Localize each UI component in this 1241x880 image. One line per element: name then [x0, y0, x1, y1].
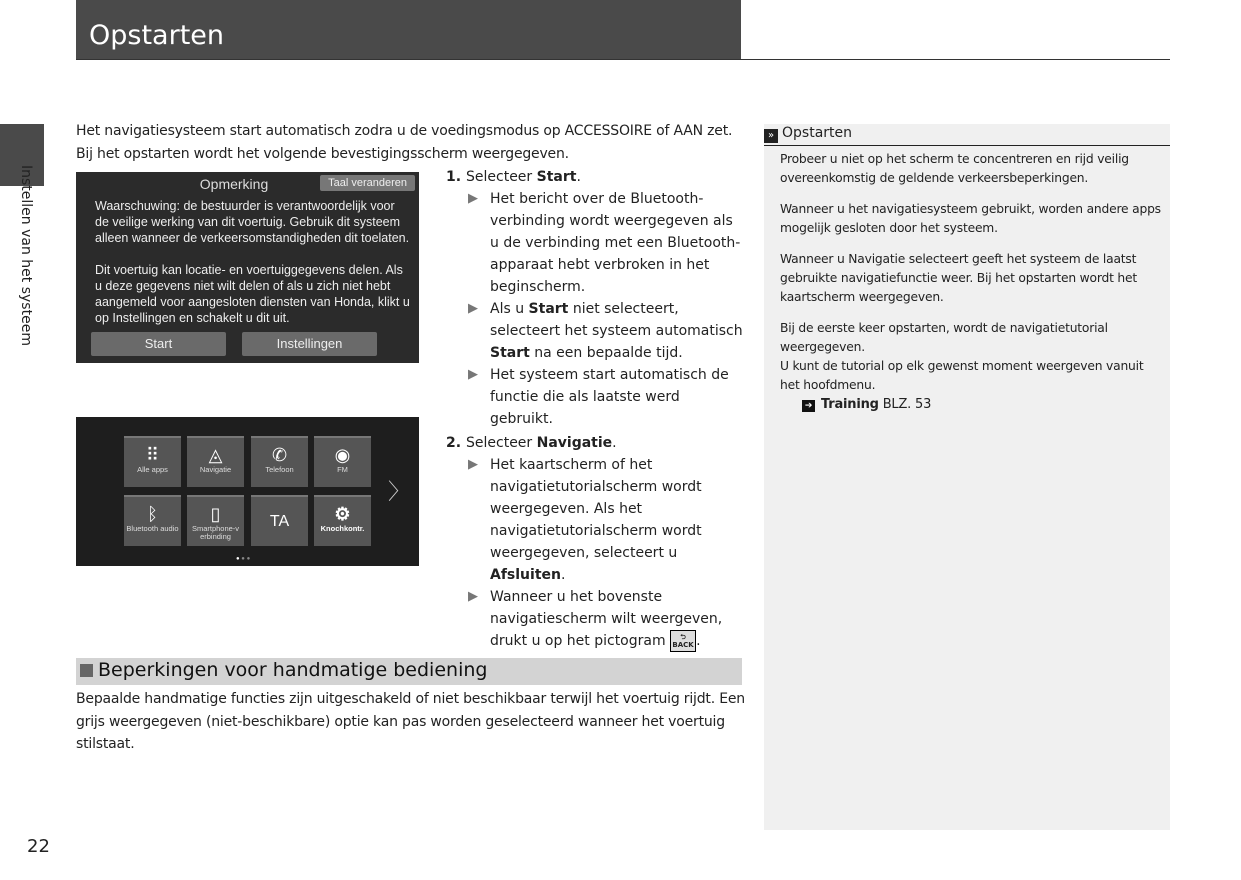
step-note: ▶ Wanneer u het bovenste navigatiescherm wilt weergeven, drukt u op het pictogram ⮌ BACK .: [446, 586, 746, 652]
triangle-icon: ▶: [468, 367, 478, 382]
tile-phone: [251, 436, 308, 487]
note-text: .: [560, 567, 566, 583]
page-title: Opstarten: [76, 0, 741, 59]
tile-label: FM: [337, 465, 348, 474]
step-text: Selecteer: [466, 435, 537, 451]
tile-label: Alle apps: [137, 465, 168, 474]
sidebar-note: Wanneer u het navigatiesysteem gebruikt, worden andere apps mogelijk gesloten door het systeem.: [780, 202, 1161, 235]
triangle-icon: ▶: [468, 191, 478, 206]
note-text: na een bepaalde tijd.: [529, 345, 683, 361]
sidebar-notes: [764, 124, 1170, 830]
step-number: 1.: [446, 169, 462, 185]
sidebar-title: Opstarten: [782, 125, 852, 141]
step-1: [446, 166, 746, 188]
page-number: 22: [27, 836, 50, 857]
change-language-button: Taal veranderen: [320, 175, 415, 191]
tile-fm: [314, 436, 371, 487]
note-text: Als u: [490, 301, 529, 317]
steps-list: [446, 166, 746, 652]
xref-title: Training: [821, 397, 879, 412]
confirmation-screen-image: [76, 172, 419, 363]
note-text: Het bericht over de Bluetooth-verbinding wordt weergegeven als u de verbinding met een Bluetooth-apparaat hebt verbroken in het beginscherm.: [490, 191, 741, 295]
step-text: .: [612, 435, 617, 451]
triangle-icon: ▶: [468, 457, 478, 472]
data-sharing-text: Dit voertuig kan locatie- en voertuiggegevens delen. Als u deze gegevens niet wilt delen of als u zich niet hebt aangemeld voor aangesloten diensten van Honda, klikt u op Instellingen en schakelt u dit uit.: [95, 263, 410, 325]
back-icon-label: BACK: [672, 641, 694, 649]
sidebar-heading: [764, 124, 1170, 146]
note-keyword: Start: [490, 345, 530, 361]
phone-icon: ✆: [271, 445, 288, 465]
settings-button: Instellingen: [242, 332, 377, 356]
arrow-right-icon: ➔: [802, 400, 815, 412]
screen-title: Opmerking: [199, 176, 269, 192]
triangle-icon: ▶: [468, 589, 478, 604]
note-text: Het kaartscherm of het navigatietutorialscherm wordt weergegeven. Als het navigatietutorialscherm wordt weergegeven, selecteert u: [490, 457, 702, 561]
step-keyword: Start: [536, 169, 577, 185]
tile-bluetooth-audio: [124, 495, 181, 546]
triangle-icon: ▶: [468, 301, 478, 316]
step-text: .: [576, 169, 581, 185]
apps-icon: ⠿: [145, 445, 160, 465]
step-text: Selecteer: [466, 169, 537, 185]
section-title: Beperkingen voor handmatige bediening: [98, 659, 488, 681]
tile-knob: [314, 495, 371, 546]
note-text: Het systeem start automatisch de functie die als laatste werd gebruikt.: [490, 367, 729, 427]
smartphone-icon: ▯: [210, 504, 221, 524]
home-screen-image: [76, 417, 419, 566]
start-button: Start: [91, 332, 226, 356]
note-keyword: Afsluiten: [490, 567, 561, 583]
step-note: [446, 454, 746, 586]
step-note: [446, 298, 746, 364]
screen-warning: [95, 198, 410, 330]
step-number: 2.: [446, 435, 462, 451]
bluetooth-icon: ᛒ: [147, 504, 158, 524]
step-note: [446, 364, 746, 430]
intro-text: Het navigatiesysteem start automatisch zodra u de voedingsmodus op ACCESSOIRE of AAN zet. Bij het opstarten wordt het volgende bevestigingsscherm weergegeven.: [76, 123, 733, 162]
tile-label: Telefoon: [265, 465, 294, 474]
vehicle-icon: ⚙: [334, 504, 351, 524]
tile-label: Smartphone-v erbinding: [191, 524, 240, 541]
sidebar-note: U kunt de tutorial op elk gewenst moment weergeven vanuit het hoofdmenu.: [780, 359, 1144, 392]
back-icon: ⮌ BACK: [670, 630, 696, 652]
note-text: Wanneer u het bovenste navigatiescherm wilt weergeven, drukt u op het pictogram: [490, 589, 723, 649]
tile-label: Bluetooth audio: [126, 524, 179, 533]
note-text: niet selecteert, selecteert het systeem automatisch: [490, 301, 743, 339]
navigation-icon: ◬: [208, 445, 223, 465]
double-chevron-icon: »: [764, 129, 778, 143]
sidebar-body: [780, 150, 1165, 414]
step-2: [446, 432, 746, 454]
square-bullet-icon: [80, 664, 93, 677]
tile-ta: [251, 495, 308, 546]
cross-reference-link[interactable]: [780, 395, 1165, 414]
title-divider: [76, 59, 1170, 60]
tile-all-apps: [124, 436, 181, 487]
sidebar-note: Probeer u niet op het scherm te concentreren en rijd veilig overeenkomstig de geldende verkeersbeperkingen.: [780, 152, 1129, 185]
sidebar-note: Wanneer u Navigatie selecteert geeft het systeem de laatst gebruikte navigatiefunctie weer. Bij het opstarten wordt het kaartscherm weergegeven.: [780, 252, 1137, 304]
tile-navigation: [187, 436, 244, 487]
step-note: [446, 188, 746, 298]
section-body: Bepaalde handmatige functies zijn uitgeschakeld of niet beschikbaar terwijl het voertuig rijdt. Een grijs weergegeven (niet-beschikbare) optie kan pas worden geselecteerd wanneer het voertuig stilstaat.: [76, 691, 745, 752]
section-heading: [76, 658, 742, 685]
step-keyword: Navigatie: [536, 435, 613, 451]
warning-text: Waarschuwing: de bestuurder is verantwoordelijk voor de veilige werking van dit voertuig. Gebruik dit systeem alleen wanneer de verkeersomstandigheden dit toelaten.: [95, 199, 410, 245]
note-keyword: Start: [528, 301, 569, 317]
ta-icon: TA: [269, 513, 290, 530]
sidebar-note: Bij de eerste keer opstarten, wordt de navigatietutorial weergegeven.: [780, 321, 1108, 354]
chapter-label: Instellen van het systeem: [18, 165, 34, 346]
tile-smartphone: [187, 495, 244, 546]
tile-label: Knochkontr.: [320, 524, 365, 533]
page-indicator-dots: ● ● ●: [236, 556, 251, 562]
xref-page: BLZ. 53: [882, 397, 932, 412]
next-page-icon: 〉: [388, 479, 411, 504]
tile-label: Navigatie: [199, 465, 232, 474]
radio-icon: ◉: [334, 445, 351, 465]
